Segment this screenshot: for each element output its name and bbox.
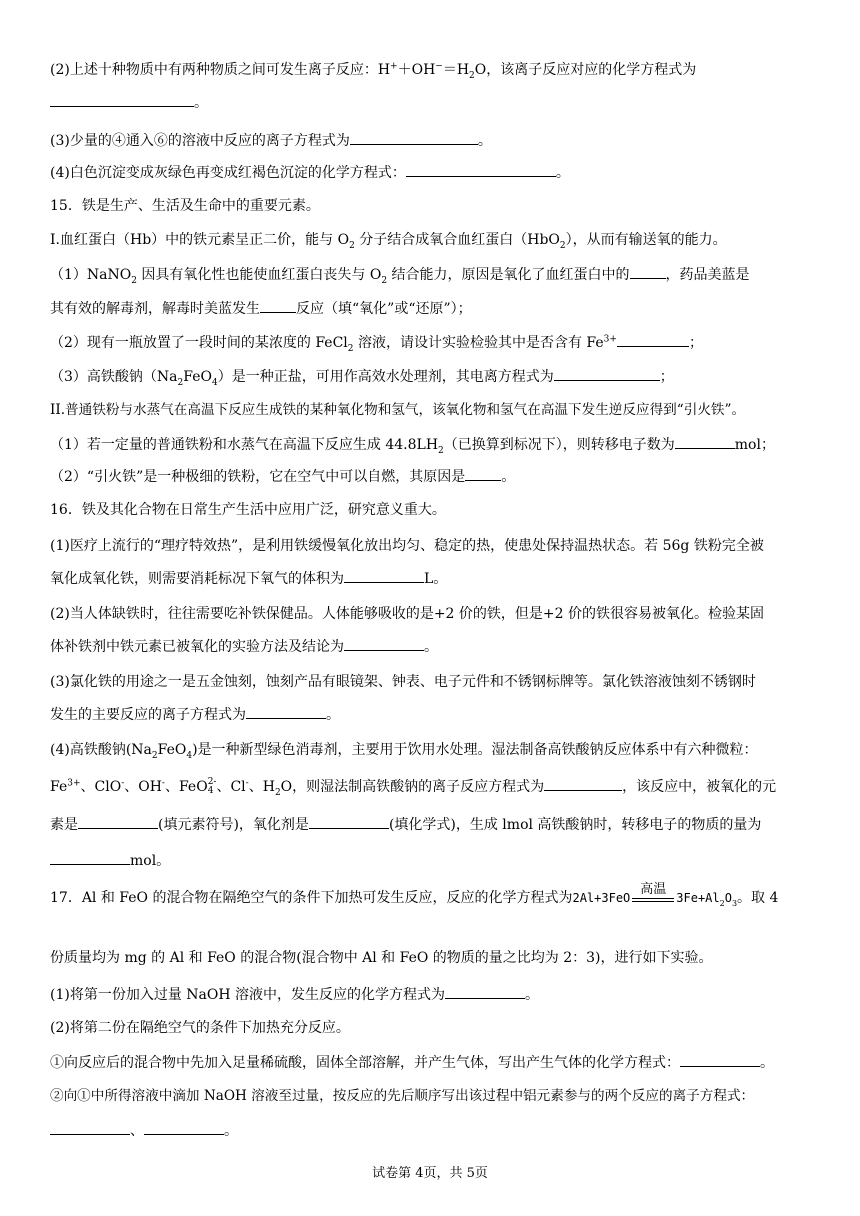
equals-line-bottom <box>632 901 674 902</box>
equation-o: O <box>724 891 732 905</box>
text: (1)将第一份加入过量 NaOH 溶液中，发生反应的化学方程式为 <box>50 987 446 1003</box>
sup: 3+ <box>67 778 81 789</box>
text: ； <box>688 335 703 351</box>
text: Fe <box>50 779 68 795</box>
sup: 3+ <box>603 334 617 345</box>
q16-4-line2 <box>50 776 820 797</box>
text: 素是 <box>50 817 78 833</box>
q16-3-line1 <box>50 672 820 692</box>
text: I.血红蛋白（Hb）中的铁元素呈正二价，能与 O <box>50 232 350 248</box>
sub: 2 <box>347 343 354 354</box>
answer-blank[interactable] <box>406 162 556 177</box>
q17-2b-line <box>50 1086 820 1106</box>
sup: - <box>245 778 249 789</box>
text: （2）现有一瓶放置了一段时间的某浓度的 FeCl <box>50 335 348 351</box>
answer-blank[interactable] <box>630 264 666 279</box>
text: FeO <box>183 369 212 385</box>
q16-2-line1 <box>50 604 820 624</box>
text: II.普通铁粉与水蒸气在高温下反应生成铁的某种氧化物和氢气，该氧化物和氢气在高温下发生逆反应得到“引火铁”。 <box>50 402 746 418</box>
sup: - <box>121 778 125 789</box>
text: 因具有氧化性也能使血红蛋白丧失与 O <box>136 267 382 283</box>
answer-blank[interactable] <box>544 776 622 791</box>
answer-blank[interactable] <box>344 568 424 583</box>
sub: 3 <box>731 898 738 908</box>
text: （2）“引火铁”是一种极细的铁粉，它在空气中可以自燃，其原因是 <box>50 469 466 485</box>
text: 、 <box>130 1123 144 1139</box>
text: L。 <box>424 571 448 587</box>
text: 。 <box>477 133 492 149</box>
text: 17．Al 和 FeO 的混合物在隔绝空气的条件下加热可发生反应，反应的化学方程式为 <box>50 890 573 906</box>
sub: 4 <box>211 377 218 388</box>
sub: 2 <box>381 275 388 286</box>
q15-part-I <box>50 230 820 250</box>
text: (填元素符号)，氧化剂是 <box>158 817 309 833</box>
sub: 2 <box>559 240 566 251</box>
text: 。 <box>194 95 208 111</box>
text: 15．铁是生产、生活及生命中的重要元素。 <box>50 198 320 214</box>
text: 其有效的解毒剂，解毒时美蓝发生 <box>50 301 260 317</box>
answer-blank[interactable] <box>78 814 158 829</box>
text: ），从而有输送氧的能力。 <box>565 232 727 248</box>
q15-2-line <box>50 332 820 353</box>
text: 溶液，请设计实验检验其中是否含有 Fe <box>353 335 604 351</box>
page-footer: 试卷第 4页，共 5页 <box>372 1166 488 1181</box>
sub: 2 <box>469 70 475 81</box>
sup: + <box>390 61 398 72</box>
q14-part3-line <box>50 130 820 151</box>
text: ②向①中所得溶液中滴加 NaOH 溶液至过量，按反应的先后顺序写出该过程中铝元素参与的两个反应的离子方程式： <box>50 1088 755 1104</box>
q17-2a-line <box>50 1052 820 1073</box>
text: 分子结合成氧合血红蛋白（HbO <box>354 232 560 248</box>
sup: - <box>161 778 165 789</box>
text: 。 <box>326 707 340 723</box>
q15-II-2-line <box>50 466 820 487</box>
text: （3）高铁酸钠（Na <box>50 369 178 385</box>
q16-4-line4 <box>50 850 820 871</box>
text: 、FeO <box>164 779 208 795</box>
sub: 2 <box>438 445 444 456</box>
answer-blank[interactable] <box>50 92 194 107</box>
text: mol； <box>734 437 775 453</box>
answer-blank[interactable] <box>350 130 478 145</box>
q17-1-line <box>50 984 820 1005</box>
text: mol。 <box>130 853 171 869</box>
equals-line-top <box>632 898 674 899</box>
text: 发生的主要反应的离子方程式为 <box>50 707 246 723</box>
sub: 2 <box>719 898 725 908</box>
text: 。 <box>760 1055 774 1071</box>
text: 、OH <box>124 779 162 795</box>
text: FeO <box>157 742 187 758</box>
text: (1)医疗上流行的“理疗特效热”，是利用铁缓慢氧化放出均匀、稳定的热，使患处保持温热状态。若 56g 铁粉完全被 <box>50 538 764 554</box>
text: 16．铁及其化合物在日常生产生活中应用广泛，研究意义重大。 <box>50 502 446 518</box>
text: (3)少量的④通入⑥的溶液中反应的离子方程式为 <box>50 133 350 149</box>
text: 。 <box>224 1123 238 1139</box>
answer-blank[interactable] <box>309 814 389 829</box>
answer-blank[interactable] <box>344 636 424 651</box>
text: 氧化成氧化铁，则需要消耗标况下氧气的体积为 <box>50 571 344 587</box>
q15-title <box>50 196 820 216</box>
q16-2-line2 <box>50 636 820 657</box>
sub: 2 <box>151 750 158 761</box>
q17-line2 <box>50 948 820 968</box>
answer-blank[interactable] <box>50 1120 130 1135</box>
equation-left: 2Al+3FeO <box>572 891 631 905</box>
q17-line1 <box>50 881 820 918</box>
text: O，则湿法制高铁酸钠的离子反应方程式为 <box>280 779 545 795</box>
q16-3-line2 <box>50 704 820 725</box>
text: （已换算到标况下），则转移电子数为 <box>443 437 675 453</box>
answer-blank[interactable] <box>680 1052 760 1067</box>
text: 份质量均为 mg 的 Al 和 FeO 的混合物(混合物中 Al 和 FeO 的物质的量之比均为 2：3)，进行如下实验。 <box>50 950 713 966</box>
q17-2b-answer-line <box>50 1120 820 1141</box>
answer-blank[interactable] <box>675 434 735 449</box>
q15-3-line <box>50 366 820 387</box>
q16-1-line1 <box>50 536 820 556</box>
sub: 2 <box>349 240 355 251</box>
answer-blank[interactable] <box>144 1120 224 1135</box>
answer-blank[interactable] <box>50 850 130 865</box>
text: 、ClO <box>80 779 122 795</box>
text: (2)上述十种物质中有两种物质之间可发生离子反应：H <box>50 62 391 78</box>
text: O，该离子反应对应的化学方程式为 <box>474 62 697 78</box>
text: 。取 4 <box>737 890 779 906</box>
text: 、H <box>248 779 275 795</box>
text: (4)白色沉淀变成灰绿色再变成红褐色沉淀的化学方程式： <box>50 165 406 181</box>
sup: 2- <box>207 777 217 787</box>
answer-blank[interactable] <box>445 984 525 999</box>
sub: 2 <box>131 275 137 286</box>
equation-right: 3Fe+Al <box>676 891 720 905</box>
answer-blank[interactable] <box>617 332 689 347</box>
q17-2-line <box>50 1018 820 1038</box>
text: 结合能力，原因是氧化了血红蛋白中的 <box>387 267 630 283</box>
text: ，该反应中，被氧化的元 <box>622 779 777 795</box>
text: ，药品美蓝是 <box>665 267 750 283</box>
q16-1-line2 <box>50 568 820 589</box>
q15-II-1-line <box>50 434 820 455</box>
reaction-condition <box>632 883 674 902</box>
text: (2)将第二份在隔绝空气的条件下加热充分反应。 <box>50 1020 350 1036</box>
text: (2)当人体缺铁时，往往需要吃补铁保健品。人体能够吸收的是+2 价的铁，但是+2 价的铁很容易被氧化。检验某固 <box>50 606 765 622</box>
text: (4)高铁酸钠(Na <box>50 742 152 758</box>
condition-text: 高温 <box>640 881 667 897</box>
text: ）是一种正盐，可用作高效水处理剂，其电离方程式为 <box>217 369 554 385</box>
q14-part2-answer-line <box>50 92 820 113</box>
text: （1）若一定量的普通铁粉和水蒸气在高温下反应生成 44.8LH <box>50 437 439 453</box>
text: (3)氯化铁的用途之一是五金蚀刻，蚀刻产品有眼镜架、钟表、电子元件和不锈钢标牌等。氯化铁溶液蚀刻不锈钢时 <box>50 674 756 690</box>
q14-part2-line <box>50 60 820 80</box>
q15-1-line2 <box>50 298 820 319</box>
text: ①向反应后的混合物中先加入足量稀硫酸，固体全部溶解，并产生气体，写出产生气体的化学方程式： <box>50 1055 680 1071</box>
text: 。 <box>525 987 540 1003</box>
sub: 2 <box>177 377 184 388</box>
q16-4-line1 <box>50 740 820 760</box>
q16-title <box>50 500 820 520</box>
answer-blank[interactable] <box>465 466 501 481</box>
sub: 2 <box>274 787 281 798</box>
answer-blank[interactable] <box>260 298 296 313</box>
q15-1-line1 <box>50 264 820 285</box>
q16-4-line3 <box>50 814 820 835</box>
answer-blank[interactable] <box>246 704 326 719</box>
text: )是一种新型绿色消毒剂，主要用于饮用水处理。湿法制备高铁酸钠反应体系中有六种微粒： <box>192 742 758 758</box>
text: 体补铁剂中铁元素已被氧化的实验方法及结论为 <box>50 639 344 655</box>
text: (填化学式)，生成 lmol 高铁酸钠时，转移电子的物质的量为 <box>388 817 762 833</box>
sup: − <box>435 61 443 72</box>
text: （1）NaNO <box>50 267 132 283</box>
text: 。 <box>501 469 516 485</box>
text: 、Cl <box>216 779 246 795</box>
q15-part-II <box>50 400 820 420</box>
text: 。 <box>424 639 438 655</box>
text: ＋OH <box>397 62 436 78</box>
text: 反应（填“氧化”或“还原”）； <box>296 301 472 317</box>
sub: 4 <box>207 786 214 796</box>
sub: 4 <box>186 750 193 761</box>
text: 。 <box>555 165 570 181</box>
answer-blank[interactable] <box>554 366 660 381</box>
text: ＝H <box>442 62 470 78</box>
text: ； <box>659 369 674 385</box>
q14-part4-line <box>50 162 820 183</box>
